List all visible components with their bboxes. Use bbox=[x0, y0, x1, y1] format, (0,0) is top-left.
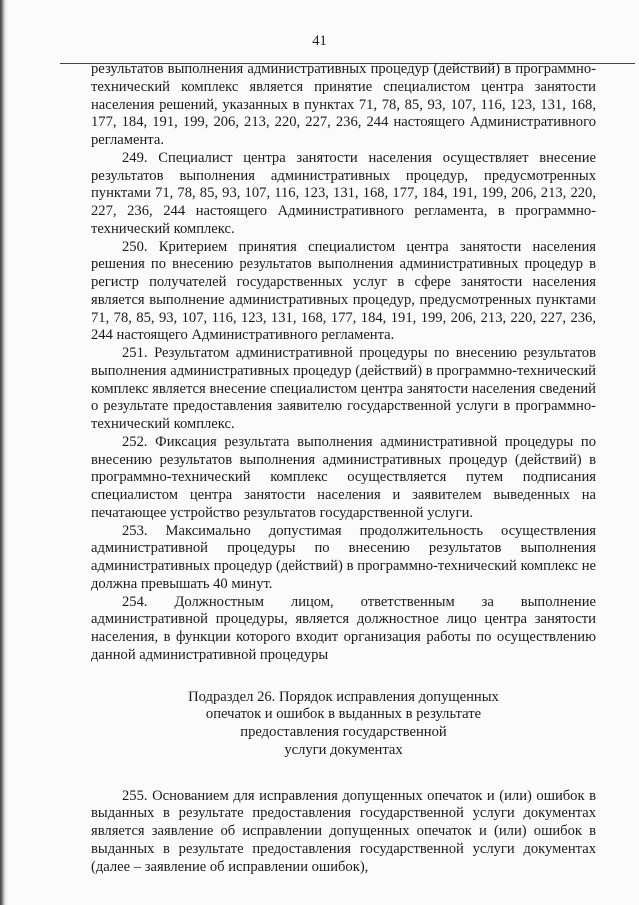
body-text bbox=[91, 61, 596, 876]
subsection-heading bbox=[91, 689, 596, 760]
heading-line-4: услуги документах bbox=[284, 741, 403, 758]
paragraph-252: 252. Фиксация результата выполнения административной процедуры по внесению результатов выполнения административных процедур (действий) в программно-технический комплекс осуществляется путем подписания специалистом центра занятости населения и заявителем выведенных на печатающее устройство результатов государственной услуги. bbox=[91, 433, 596, 521]
paragraph-253: 253. Максимально допустимая продолжительность осуществления административной процедуры по внесению результатов выполнения административных процедур (действий) в программно-технический комплекс не должна превышать 40 минут. bbox=[91, 522, 596, 592]
paragraph-249: 249. Специалист центра занятости населения осуществляет внесение результатов выполнения административных процедур, предусмотренных пунктами 71, 78, 85, 93, 107, 116, 123, 131, 168, 177, 184, 191, 199, 206, 213, 220, 227, 236, 244 настоящего Административного регламента, в программно-технический комплекс. bbox=[91, 149, 596, 237]
heading-line-2: опечаток и ошибок в выданных в результате bbox=[205, 706, 482, 723]
paragraph-continuation: результатов выполнения административных процедур (действий) в программно-технический комплекс является принятие специалистом центра занятости населения решений, указанных в пунктах 71, 78, 85, 93, 107, 116, 123, 131, 168, 177, 184, 191, 199, 206, 213, 220, 227, 236, 244 настоящего Административного регламента. bbox=[91, 61, 596, 148]
heading-line-3: предоставления государственной bbox=[240, 724, 447, 740]
paragraph-250: 250. Критерием принятия специалистом центра занятости населения решения по внесению результатов выполнения административных процедур в регистр получателей государственных услуг в сфере занятости населения является выполнение административных процедур, предусмотренных пунктами 71, 78, 85, 93, 107, 116, 123, 131, 168, 177, 184, 191, 199, 206, 213, 220, 227, 236, 244 настоящего Административного регламента. bbox=[91, 238, 596, 344]
paragraph-255: 255. Основанием для исправления допущенных опечаток и (или) ошибок в выданных в результате предоставления государственной услуги документах является заявление об исправлении допущенных опечаток и (или) ошибок в выданных в результате предоставления государственной услуги документах (далее – заявление об исправлении ошибок), bbox=[91, 787, 596, 875]
paragraph-251: 251. Результатом административной процедуры по внесению результатов выполнения административных процедур (действий) в программно-технический комплекс является внесение специалистом центра занятости населения сведений о результате предоставления заявителю государственной услуги в программно-технический комплекс. bbox=[91, 345, 596, 432]
paragraph-254: 254. Должностным лицом, ответственным за выполнение административной процедуры, является должностное лицо центра занятости населения, в функции которого входит организация работы по осуществлению данной административной процедуры bbox=[91, 593, 596, 663]
heading-line-1: Подраздел 26. Порядок исправления допущенных bbox=[188, 688, 499, 705]
page-number: 41 bbox=[312, 33, 327, 49]
scan-edge-shadow bbox=[0, 0, 8, 905]
